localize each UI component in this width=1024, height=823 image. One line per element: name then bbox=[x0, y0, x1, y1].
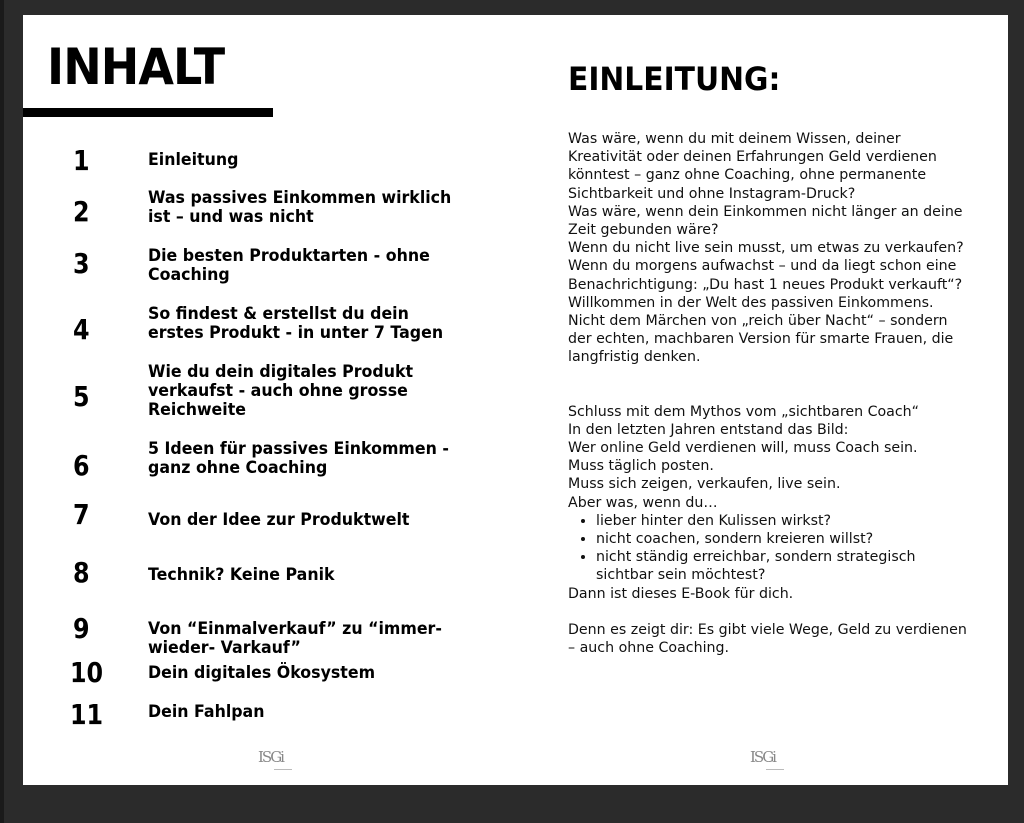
intro-paragraph: In den letzten Jahren entstand das Bild: bbox=[568, 421, 849, 438]
logo-underline bbox=[766, 769, 784, 770]
intro-title: EINLEITUNG: bbox=[568, 60, 781, 98]
toc-label: Einleitung bbox=[148, 150, 239, 170]
page-logo-right bbox=[750, 748, 784, 774]
viewer-left-edge bbox=[0, 0, 4, 823]
intro-paragraph: Nicht dem Märchen von „reich über Nacht“ – sondern der echten, machbaren Version für smarte Frauen, die langfristig denken. bbox=[568, 313, 954, 366]
toc-label: Die besten Produktarten - ohne Coaching bbox=[148, 246, 430, 285]
intro-paragraph: Wenn du morgens aufwachst – und da liegt schon eine Benachrichtigung: „Du hast 1 neues Produkt verkauft“? bbox=[568, 258, 963, 293]
intro-paragraph: Wenn du nicht live sein musst, um etwas zu verkaufen? bbox=[568, 240, 964, 257]
toc-number: 7 bbox=[73, 498, 90, 531]
toc-number: 2 bbox=[73, 195, 90, 228]
intro-paragraph: Muss täglich posten. bbox=[568, 458, 714, 475]
toc-number: 9 bbox=[73, 612, 90, 645]
intro-paragraph: Wer online Geld verdienen will, muss Coach sein. bbox=[568, 440, 918, 457]
paragraph-gap bbox=[568, 603, 968, 621]
intro-paragraph: Dann ist dieses E-Book für dich. bbox=[568, 585, 794, 602]
toc-label: Dein Fahlpan bbox=[148, 702, 265, 722]
toc-label: Was passives Einkommen wirklich ist – und was nicht bbox=[148, 188, 452, 227]
toc-label: Von “Einmalverkauf” zu “immer-wieder- Varkauf” bbox=[148, 619, 442, 658]
page-logo-left bbox=[258, 748, 292, 774]
bullet-list bbox=[568, 512, 968, 585]
closing-paragraph: Denn es zeigt dir: Es gibt viele Wege, Geld zu verdienen – auch ohne Coaching. bbox=[568, 621, 967, 657]
bullet-item: • lieber hinter den Kulissen wirkst? bbox=[596, 512, 968, 530]
intro-paragraph: Aber was, wenn du… bbox=[568, 494, 718, 511]
intro-paragraph: Was wäre, wenn dein Einkommen nicht länger an deine Zeit gebunden wäre? bbox=[568, 203, 963, 239]
paragraph-gap bbox=[568, 367, 968, 403]
toc-label: Technik? Keine Panik bbox=[148, 565, 335, 585]
toc-label: Wie du dein digitales Produkt verkaufst - auch ohne grosse Reichweite bbox=[148, 362, 414, 420]
toc-number: 1 bbox=[73, 144, 90, 177]
logo-underline bbox=[274, 769, 292, 770]
bullet-item: • nicht coachen, sondern kreieren willst? bbox=[596, 530, 968, 548]
viewer-right-edge bbox=[1008, 0, 1024, 823]
intro-paragraph: Was wäre, wenn du mit deinem Wissen, deiner Kreativität oder deinen Erfahrungen Geld verdienen könntest – ganz ohne Coaching, ohne permanente Sichtbarkeit und ohne Instagram-Druck? bbox=[568, 131, 937, 202]
toc-number: 11 bbox=[70, 698, 104, 731]
toc-label: So findest & erstellst du dein erstes Produkt - in unter 7 Tagen bbox=[148, 304, 444, 343]
toc-number: 5 bbox=[73, 380, 90, 413]
myth-heading: Schluss mit dem Mythos vom „sichtbaren Coach“ bbox=[568, 403, 920, 420]
toc-label: Dein digitales Ökosystem bbox=[148, 663, 376, 683]
intro-body bbox=[568, 130, 968, 657]
toc-title: INHALT bbox=[47, 38, 225, 96]
bullet-item: • nicht ständig erreichbar, sondern strategisch sichtbar sein möchtest? bbox=[596, 548, 968, 584]
toc-number: 8 bbox=[73, 556, 90, 589]
toc-number: 4 bbox=[73, 313, 90, 346]
toc-number: 3 bbox=[73, 247, 90, 280]
toc-number: 10 bbox=[70, 656, 104, 689]
intro-paragraph: Muss sich zeigen, verkaufen, live sein. bbox=[568, 476, 841, 493]
logo-mark: ISGi bbox=[750, 748, 775, 766]
book-spread bbox=[23, 15, 1008, 785]
toc-label: Von der Idee zur Produktwelt bbox=[148, 510, 410, 530]
intro-paragraph: Willkommen in der Welt des passiven Einkommens. bbox=[568, 294, 934, 311]
toc-title-underline bbox=[23, 108, 273, 117]
logo-mark: ISGi bbox=[258, 748, 283, 766]
toc-number: 6 bbox=[73, 449, 90, 482]
toc-label: 5 Ideen für passives Einkommen - ganz ohne Coaching bbox=[148, 439, 449, 478]
